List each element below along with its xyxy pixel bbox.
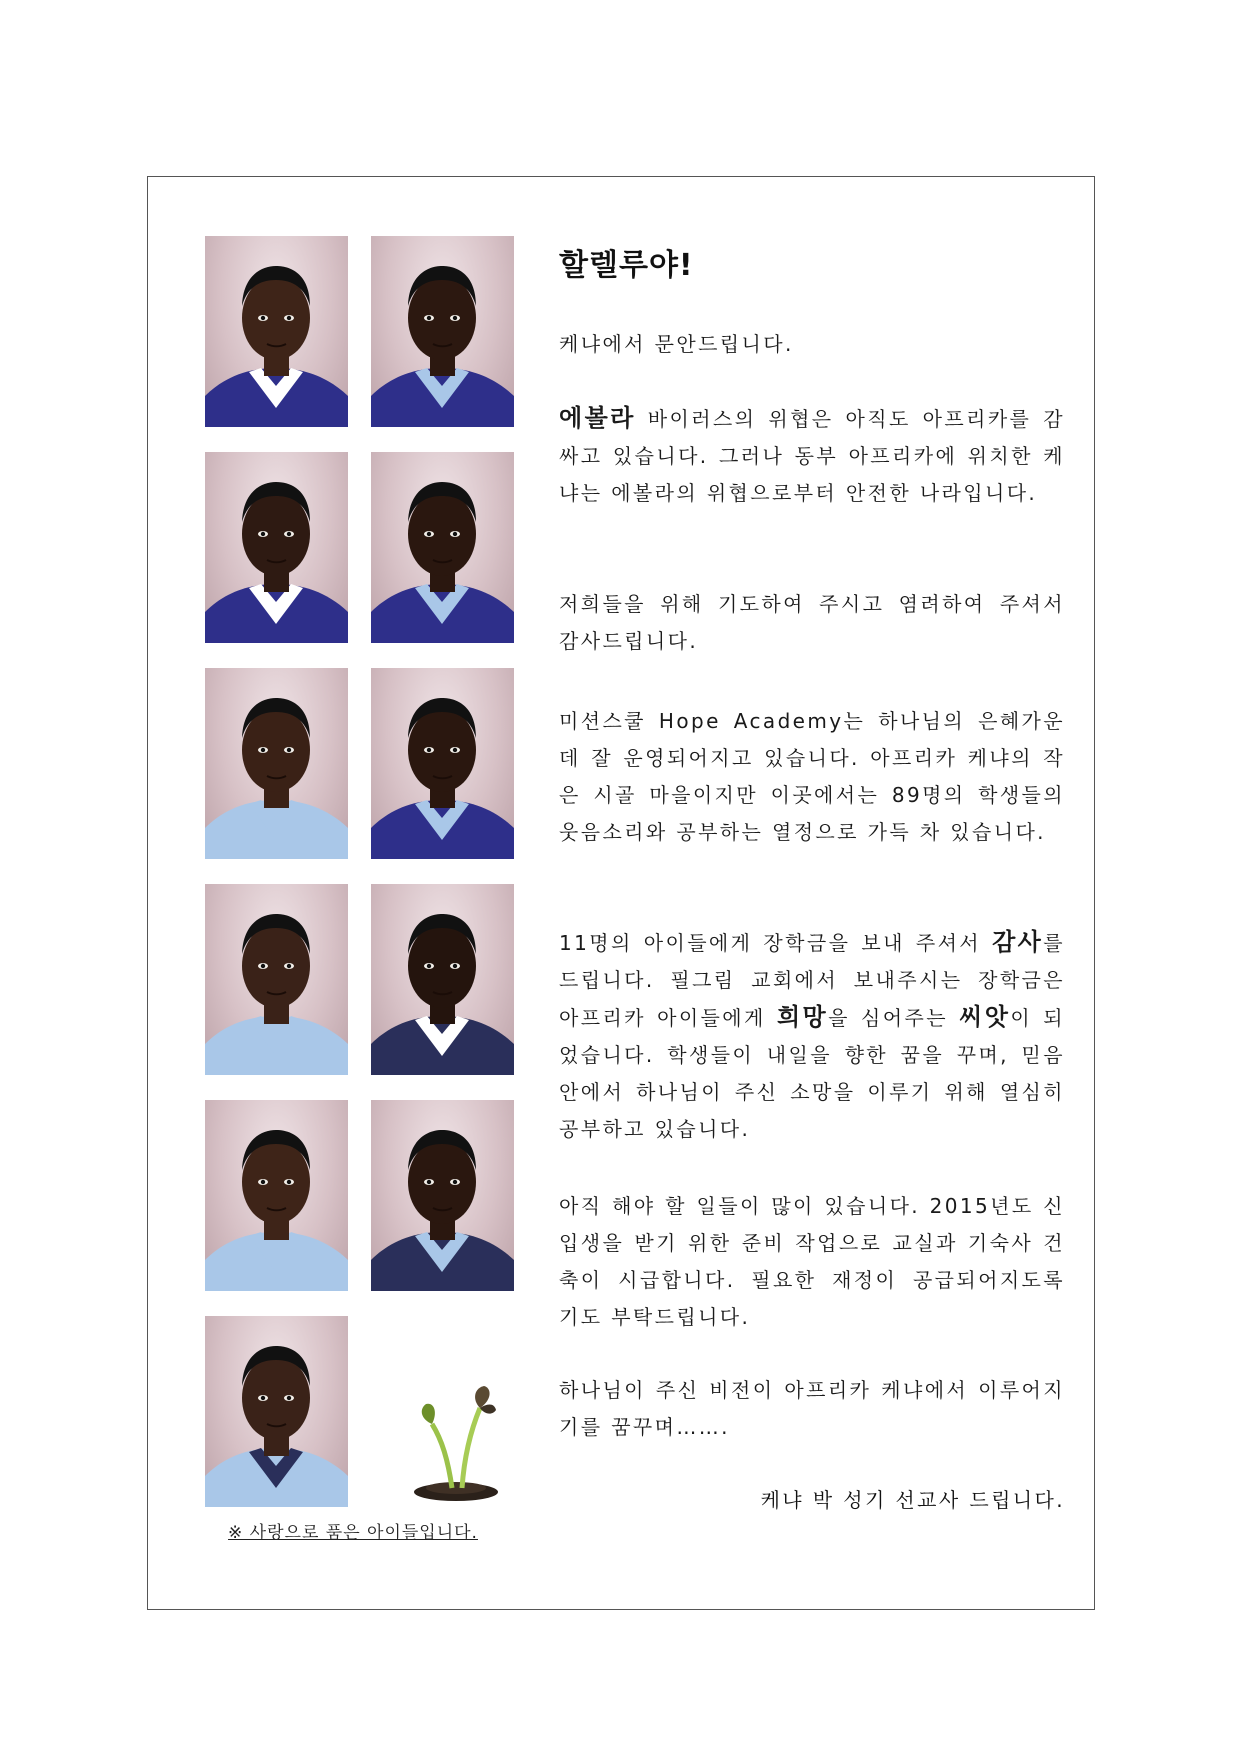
emphasis-ebola: 에볼라 bbox=[559, 404, 636, 432]
student-portrait-icon bbox=[205, 668, 348, 859]
paragraph-vision-text: 하나님이 주신 비전이 아프리카 케냐에서 이루어지기를 꿈꾸며……. bbox=[559, 1378, 1065, 1439]
paragraph-school bbox=[559, 703, 1065, 851]
student-photo bbox=[371, 668, 514, 859]
paragraph-ebola-text: 바이러스의 위협은 아직도 아프리카를 감싸고 있습니다. 그러나 동부 아프리카에 위치한 케냐는 에볼라의 위협으로부터 안전한 나라입니다. bbox=[559, 407, 1065, 505]
greeting-heading: 할렐루야! bbox=[559, 248, 694, 283]
paragraph-thanks bbox=[559, 586, 1065, 660]
scholarship-text-b: 를 드립니다. 필그림 교회에서 보내주시는 장학금은 아프리카 아이들에게 bbox=[559, 931, 1065, 1030]
intro-line bbox=[559, 326, 1065, 363]
emphasis-seed: 씨앗 bbox=[959, 1003, 1011, 1031]
student-portrait-icon bbox=[371, 1100, 514, 1291]
student-photo bbox=[205, 1100, 348, 1291]
student-portrait-icon bbox=[371, 452, 514, 643]
student-photo bbox=[205, 236, 348, 427]
seedling-icon bbox=[408, 1380, 504, 1504]
paragraph-vision bbox=[559, 1372, 1065, 1446]
emphasis-hope: 희망 bbox=[776, 1003, 829, 1031]
student-photo bbox=[205, 668, 348, 859]
student-photo bbox=[371, 1100, 514, 1291]
emphasis-thanks: 감사 bbox=[992, 928, 1044, 956]
student-portrait-icon bbox=[371, 236, 514, 427]
student-portrait-icon bbox=[205, 452, 348, 643]
paragraph-needs bbox=[559, 1188, 1065, 1336]
student-portrait-icon bbox=[205, 1316, 348, 1507]
student-photo bbox=[205, 1316, 348, 1507]
student-photo bbox=[205, 884, 348, 1075]
scholarship-text-c: 을 심어주는 bbox=[828, 1006, 960, 1030]
paragraph-scholarship bbox=[559, 924, 1065, 1148]
student-photo bbox=[371, 452, 514, 643]
scholarship-text-a: 11명의 아이들에게 장학금을 보내 주셔서 bbox=[559, 931, 993, 955]
paragraph-school-text: 미션스쿨 Hope Academy는 하나님의 은혜가운데 잘 운영되어지고 있습니다. 아프리카 케냐의 작은 시골 마을이지만 이곳에서는 89명의 학생들의 웃음소리와 공부하는 열정으로 가득 차 있습니다. bbox=[559, 709, 1065, 844]
paragraph-ebola bbox=[559, 400, 1065, 512]
scholarship-text-d: 이 되었습니다. 학생들이 내일을 향한 꿈을 꾸며, 믿음 안에서 하나님이 주신 소망을 이루기 위해 열심히 공부하고 있습니다. bbox=[559, 1006, 1065, 1141]
paragraph-needs-text: 아직 해야 할 일들이 많이 있습니다. 2015년도 신입생을 받기 위한 준비 작업으로 교실과 기숙사 건축이 시급합니다. 필요한 재정이 공급되어지도록 기도 부탁드립니다. bbox=[559, 1194, 1065, 1329]
student-portrait-icon bbox=[371, 884, 514, 1075]
student-portrait-icon bbox=[371, 668, 514, 859]
photo-caption: ※ 사랑으로 품은 아이들입니다. bbox=[228, 1523, 478, 1543]
student-photo bbox=[371, 884, 514, 1075]
student-portrait-icon bbox=[205, 1100, 348, 1291]
intro-text: 케냐에서 문안드립니다. bbox=[559, 332, 794, 356]
student-photo bbox=[205, 452, 348, 643]
student-portrait-icon bbox=[205, 884, 348, 1075]
closing-signature: 케냐 박 성기 선교사 드립니다. bbox=[760, 1488, 1065, 1512]
student-photo bbox=[371, 236, 514, 427]
paragraph-thanks-text: 저희들을 위해 기도하여 주시고 염려하여 주셔서 감사드립니다. bbox=[559, 592, 1065, 653]
student-portrait-icon bbox=[205, 236, 348, 427]
